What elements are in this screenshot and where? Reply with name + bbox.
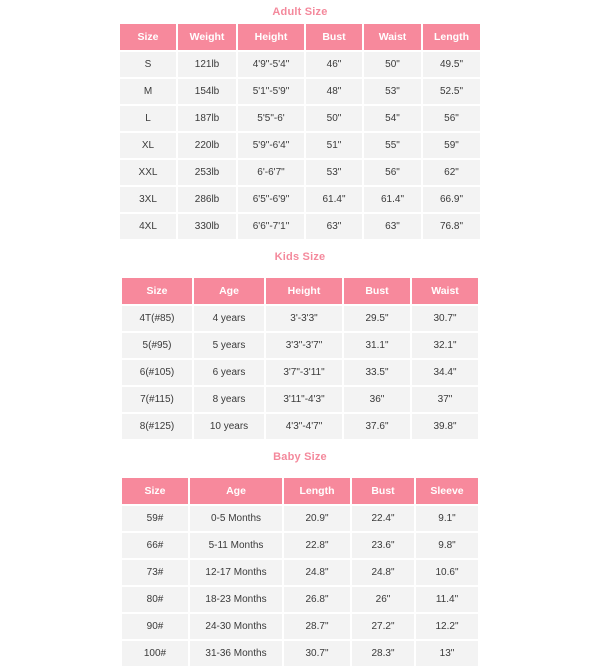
table-row <box>122 614 478 639</box>
cell-waist: 61.4" <box>364 187 421 212</box>
cell-length: 24.8" <box>284 560 350 585</box>
cell-waist: 63" <box>364 214 421 239</box>
kids-size-section <box>0 251 600 441</box>
table-row <box>122 414 478 439</box>
cell-sleeve: 9.1" <box>416 506 478 531</box>
column-header-weight: Weight <box>178 24 236 50</box>
column-header-height: Height <box>238 24 304 50</box>
column-header-age: Age <box>190 478 282 504</box>
cell-sleeve: 13" <box>416 641 478 666</box>
cell-height: 5'5"-6' <box>238 106 304 131</box>
cell-height: 3'11"-4'3" <box>266 387 342 412</box>
cell-height: 5'1"-5'9" <box>238 79 304 104</box>
cell-bust: 28.3" <box>352 641 414 666</box>
cell-length: 52.5" <box>423 79 480 104</box>
cell-length: 62" <box>423 160 480 185</box>
baby-size-title: Baby Size <box>273 451 327 463</box>
table-row <box>120 106 480 131</box>
cell-size: 5(#95) <box>122 333 192 358</box>
table-row <box>122 360 478 385</box>
cell-weight: 121lb <box>178 52 236 77</box>
table-row <box>122 641 478 666</box>
cell-height: 3'-3'3" <box>266 306 342 331</box>
cell-weight: 220lb <box>178 133 236 158</box>
cell-bust: 26" <box>352 587 414 612</box>
cell-waist: 53" <box>364 79 421 104</box>
table-row <box>122 387 478 412</box>
column-header-waist: Waist <box>364 24 421 50</box>
size-chart-page <box>0 6 600 659</box>
cell-bust: 46" <box>306 52 362 77</box>
kids-table-wrap <box>0 276 600 441</box>
cell-length: 28.7" <box>284 614 350 639</box>
table-row <box>122 506 478 531</box>
cell-height: 5'9"-6'4" <box>238 133 304 158</box>
cell-bust: 31.1" <box>344 333 410 358</box>
table-row <box>120 52 480 77</box>
cell-weight: 286lb <box>178 187 236 212</box>
cell-weight: 154lb <box>178 79 236 104</box>
cell-size: 73# <box>122 560 188 585</box>
column-header-size: Size <box>120 24 176 50</box>
column-header-size: Size <box>122 478 188 504</box>
baby-table-wrap <box>0 476 600 668</box>
cell-bust: 24.8" <box>352 560 414 585</box>
cell-size: L <box>120 106 176 131</box>
cell-sleeve: 9.8" <box>416 533 478 558</box>
cell-age: 5-11 Months <box>190 533 282 558</box>
cell-bust: 48" <box>306 79 362 104</box>
cell-size: 80# <box>122 587 188 612</box>
cell-height: 6'6"-7'1" <box>238 214 304 239</box>
cell-waist: 54" <box>364 106 421 131</box>
cell-length: 66.9" <box>423 187 480 212</box>
table-header-row <box>120 24 480 50</box>
column-header-waist: Waist <box>412 278 478 304</box>
adult-table-wrap <box>0 22 600 241</box>
cell-bust: 22.4" <box>352 506 414 531</box>
column-header-size: Size <box>122 278 192 304</box>
cell-height: 3'7"-3'11" <box>266 360 342 385</box>
cell-height: 4'9"-5'4" <box>238 52 304 77</box>
adult-size-table <box>118 22 482 241</box>
cell-size: 7(#115) <box>122 387 192 412</box>
cell-bust: 27.2" <box>352 614 414 639</box>
cell-waist: 56" <box>364 160 421 185</box>
table-row <box>122 560 478 585</box>
column-header-bust: Bust <box>352 478 414 504</box>
table-row <box>120 214 480 239</box>
cell-length: 59" <box>423 133 480 158</box>
cell-age: 31-36 Months <box>190 641 282 666</box>
cell-age: 6 years <box>194 360 264 385</box>
cell-bust: 53" <box>306 160 362 185</box>
cell-weight: 253lb <box>178 160 236 185</box>
cell-bust: 37.6" <box>344 414 410 439</box>
cell-height: 6'5"-6'9" <box>238 187 304 212</box>
table-header-row <box>122 278 478 304</box>
cell-age: 0-5 Months <box>190 506 282 531</box>
cell-bust: 50" <box>306 106 362 131</box>
cell-waist: 55" <box>364 133 421 158</box>
column-header-height: Height <box>266 278 342 304</box>
adult-size-title: Adult Size <box>272 6 328 18</box>
cell-bust: 36" <box>344 387 410 412</box>
column-header-length: Length <box>423 24 480 50</box>
cell-weight: 187lb <box>178 106 236 131</box>
cell-size: 8(#125) <box>122 414 192 439</box>
column-header-age: Age <box>194 278 264 304</box>
cell-size: 90# <box>122 614 188 639</box>
cell-sleeve: 10.6" <box>416 560 478 585</box>
cell-size: 100# <box>122 641 188 666</box>
cell-waist: 39.8" <box>412 414 478 439</box>
table-row <box>120 133 480 158</box>
cell-waist: 50" <box>364 52 421 77</box>
cell-length: 22.8" <box>284 533 350 558</box>
cell-size: S <box>120 52 176 77</box>
table-row <box>122 306 478 331</box>
cell-size: 4T(#85) <box>122 306 192 331</box>
cell-age: 4 years <box>194 306 264 331</box>
cell-length: 76.8" <box>423 214 480 239</box>
table-row <box>120 79 480 104</box>
column-header-sleeve: Sleeve <box>416 478 478 504</box>
cell-bust: 23.6" <box>352 533 414 558</box>
cell-age: 12-17 Months <box>190 560 282 585</box>
cell-bust: 63" <box>306 214 362 239</box>
cell-height: 3'3"-3'7" <box>266 333 342 358</box>
cell-waist: 32.1" <box>412 333 478 358</box>
cell-size: 66# <box>122 533 188 558</box>
column-header-length: Length <box>284 478 350 504</box>
cell-weight: 330lb <box>178 214 236 239</box>
cell-height: 4'3"-4'7" <box>266 414 342 439</box>
table-row <box>122 533 478 558</box>
cell-size: 3XL <box>120 187 176 212</box>
cell-age: 5 years <box>194 333 264 358</box>
cell-waist: 30.7" <box>412 306 478 331</box>
cell-length: 26.8" <box>284 587 350 612</box>
cell-size: XXL <box>120 160 176 185</box>
cell-length: 56" <box>423 106 480 131</box>
cell-sleeve: 11.4" <box>416 587 478 612</box>
cell-size: 4XL <box>120 214 176 239</box>
cell-age: 18-23 Months <box>190 587 282 612</box>
cell-height: 6'-6'7" <box>238 160 304 185</box>
column-header-bust: Bust <box>344 278 410 304</box>
cell-size: XL <box>120 133 176 158</box>
cell-age: 10 years <box>194 414 264 439</box>
cell-bust: 51" <box>306 133 362 158</box>
table-row <box>122 333 478 358</box>
table-header-row <box>122 478 478 504</box>
table-row <box>120 160 480 185</box>
cell-waist: 37" <box>412 387 478 412</box>
cell-waist: 34.4" <box>412 360 478 385</box>
cell-size: M <box>120 79 176 104</box>
cell-sleeve: 12.2" <box>416 614 478 639</box>
cell-length: 49.5" <box>423 52 480 77</box>
column-header-bust: Bust <box>306 24 362 50</box>
cell-bust: 29.5" <box>344 306 410 331</box>
cell-length: 30.7" <box>284 641 350 666</box>
cell-size: 6(#105) <box>122 360 192 385</box>
cell-bust: 33.5" <box>344 360 410 385</box>
kids-size-title: Kids Size <box>274 251 326 263</box>
kids-size-table <box>120 276 480 441</box>
cell-age: 8 years <box>194 387 264 412</box>
adult-size-section <box>0 6 600 241</box>
cell-bust: 61.4" <box>306 187 362 212</box>
cell-length: 20.9" <box>284 506 350 531</box>
baby-size-section <box>0 451 600 668</box>
table-row <box>120 187 480 212</box>
cell-size: 59# <box>122 506 188 531</box>
baby-size-table <box>120 476 480 668</box>
cell-age: 24-30 Months <box>190 614 282 639</box>
